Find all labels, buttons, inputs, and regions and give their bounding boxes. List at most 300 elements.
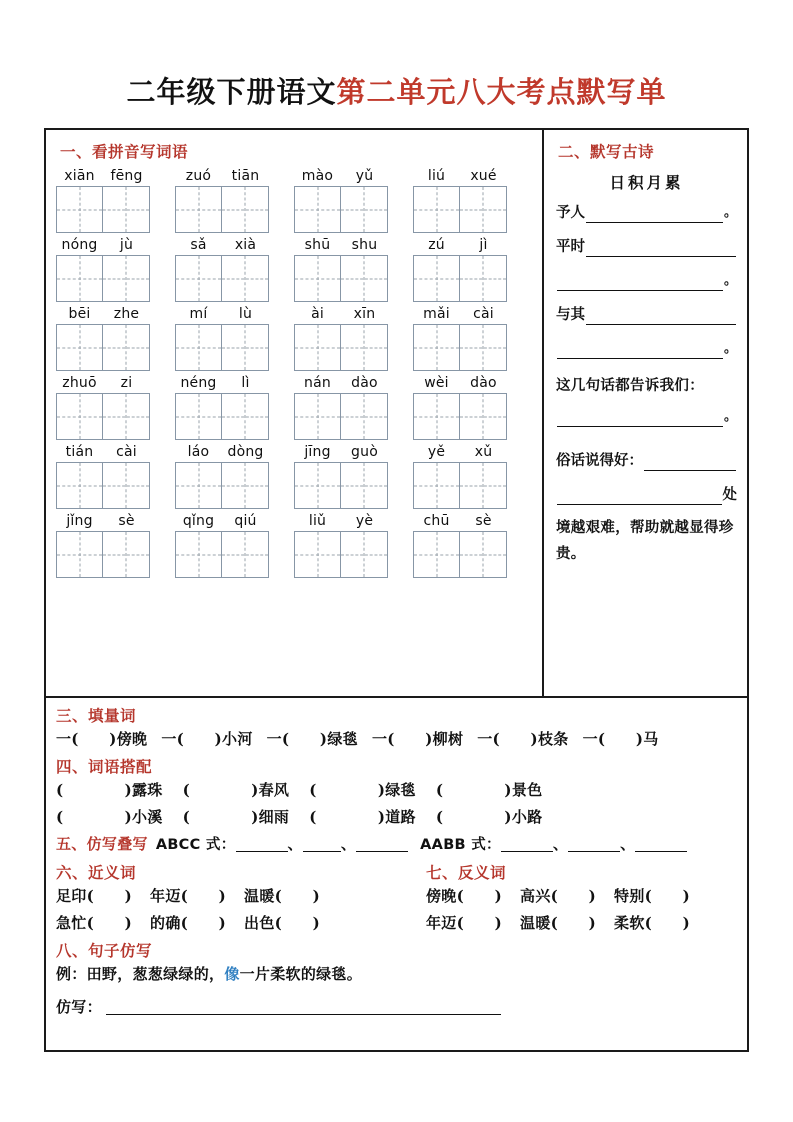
- poem-line-period: 。: [723, 273, 737, 288]
- answer-parenthesis[interactable]: 一( ): [371, 730, 433, 748]
- pinyin-word-group: [56, 235, 150, 302]
- quantifier-word: 枝条: [537, 730, 569, 748]
- section5-separator: 、: [620, 835, 636, 853]
- pinyin-word-group: [294, 166, 388, 233]
- pinyin-syllables: [56, 373, 150, 393]
- pinyin-word-group: [175, 304, 269, 371]
- section-poem: [544, 130, 747, 696]
- pinyin-syllables: [413, 442, 507, 462]
- section4-row-1: [56, 777, 737, 804]
- answer-parenthesis[interactable]: ( ): [86, 914, 133, 932]
- pinyin-syllable: dào: [351, 375, 378, 391]
- answer-parenthesis[interactable]: ( ): [550, 914, 597, 932]
- pinyin-row: [56, 442, 536, 509]
- pinyin-syllable: dòng: [227, 444, 264, 460]
- section8-heading: 八、句子仿写: [56, 941, 153, 960]
- tianzige-cell[interactable]: [56, 393, 103, 440]
- pinyin-syllable: mǎi: [423, 306, 450, 322]
- section5-abcc-blank[interactable]: [303, 836, 341, 852]
- poem-line-label: 与其: [556, 306, 585, 323]
- answer-parenthesis[interactable]: ( ): [274, 887, 321, 905]
- tianzige-cells: [413, 324, 507, 371]
- section6-heading: 六、近义词: [56, 863, 137, 882]
- tianzige-cell[interactable]: [175, 531, 222, 578]
- pinyin-word-group: [294, 235, 388, 302]
- pinyin-syllable: qǐng: [182, 513, 215, 529]
- pinyin-syllable: yǔ: [355, 168, 374, 184]
- tianzige-cell[interactable]: [175, 255, 222, 302]
- section8-example-highlight: 像: [224, 965, 240, 983]
- pinyin-word-group: [56, 304, 150, 371]
- answer-parenthesis[interactable]: ( ): [56, 781, 132, 799]
- pinyin-word-group: [294, 511, 388, 578]
- tianzige-cell[interactable]: [222, 393, 269, 440]
- tianzige-cell[interactable]: [460, 186, 507, 233]
- poem-prompt-answer-line: [556, 407, 737, 427]
- pinyin-syllable: guò: [351, 444, 378, 460]
- tianzige-cells: [294, 186, 388, 233]
- pinyin-syllable: zhuō: [62, 375, 97, 391]
- pinyin-word-group: [294, 304, 388, 371]
- pinyin-syllable: fēng: [110, 168, 143, 184]
- poem-line-blank[interactable]: [557, 341, 723, 359]
- tianzige-cells: [294, 531, 388, 578]
- pinyin-syllable: xué: [470, 168, 497, 184]
- tianzige-cell[interactable]: [56, 255, 103, 302]
- answer-parenthesis[interactable]: ( ): [180, 887, 227, 905]
- tianzige-cells: [56, 324, 150, 371]
- tianzige-cell[interactable]: [341, 462, 388, 509]
- pinyin-syllable: zi: [120, 375, 133, 391]
- synonym-word: 的确: [150, 914, 181, 932]
- poem-body: [556, 138, 737, 567]
- tianzige-cell[interactable]: [222, 324, 269, 371]
- tianzige-cell[interactable]: [175, 324, 222, 371]
- pinyin-syllable: tiān: [231, 168, 260, 184]
- tianzige-cells: [56, 531, 150, 578]
- section8-example-prefix: 例：田野，葱葱绿绿的，: [56, 965, 225, 983]
- pinyin-syllables: [56, 235, 150, 255]
- tianzige-cell[interactable]: [413, 255, 460, 302]
- section-pinyin: [46, 130, 544, 696]
- collocation-word: 细雨: [258, 808, 290, 826]
- answer-parenthesis[interactable]: ( ): [644, 887, 691, 905]
- synonym-word: 急忙: [56, 914, 87, 932]
- answer-parenthesis[interactable]: ( ): [56, 808, 132, 826]
- pinyin-syllable: nóng: [61, 237, 98, 253]
- section67-row-2: [56, 910, 737, 937]
- section8-example: [56, 961, 737, 988]
- pinyin-word-group: [413, 442, 507, 509]
- section5-abcc-blank[interactable]: [356, 836, 408, 852]
- pinyin-syllable: jì: [479, 237, 488, 253]
- section5-heading: 五、仿写叠写: [56, 835, 148, 853]
- page-title-black: 二年级下册语文: [126, 75, 337, 109]
- tianzige-cell[interactable]: [294, 531, 341, 578]
- pinyin-syllable: zuó: [185, 168, 212, 184]
- pinyin-syllable: nán: [304, 375, 331, 391]
- pinyin-syllables: [294, 442, 388, 462]
- tianzige-cell[interactable]: [103, 531, 150, 578]
- pinyin-row: [56, 304, 536, 371]
- quantifier-word: 马: [643, 730, 659, 748]
- pinyin-word-group: [294, 373, 388, 440]
- pinyin-syllable: cài: [116, 444, 137, 460]
- section67-headings: [56, 861, 737, 883]
- poem-blank-lines: [556, 203, 737, 359]
- antonym-word: 柔软: [614, 914, 645, 932]
- antonym-word: 年迈: [426, 914, 457, 932]
- tianzige-cell[interactable]: [294, 255, 341, 302]
- answer-parenthesis[interactable]: ( ): [435, 781, 512, 799]
- pinyin-syllables: [294, 373, 388, 393]
- section7-row-2: [426, 910, 690, 937]
- section67-row-1: [56, 883, 737, 910]
- pinyin-syllable: bēi: [68, 306, 91, 322]
- pinyin-syllables: [56, 304, 150, 324]
- pinyin-word-group: [175, 235, 269, 302]
- pinyin-syllable: chū: [423, 513, 450, 529]
- poem-line-blank[interactable]: [586, 239, 736, 257]
- pinyin-syllable: lù: [238, 306, 253, 322]
- pinyin-syllables: [294, 511, 388, 531]
- pinyin-rows: [56, 166, 536, 578]
- pinyin-syllable: yě: [427, 444, 446, 460]
- tianzige-cell[interactable]: [294, 186, 341, 233]
- poem-line-blank[interactable]: [557, 273, 723, 291]
- pinyin-syllables: [413, 166, 507, 186]
- pinyin-syllable: sè: [475, 513, 492, 529]
- tianzige-cell[interactable]: [103, 255, 150, 302]
- pinyin-syllable: shu: [351, 237, 378, 253]
- pinyin-syllable: sè: [118, 513, 135, 529]
- answer-parenthesis[interactable]: 一( ): [56, 730, 117, 748]
- page-title-red: 第二单元八大考点默写单: [336, 75, 667, 109]
- answer-parenthesis[interactable]: 一( ): [582, 730, 644, 748]
- pinyin-syllable: mào: [301, 168, 334, 184]
- pinyin-syllable: sǎ: [190, 237, 207, 253]
- collocation-word: 小路: [511, 808, 543, 826]
- tianzige-cell[interactable]: [175, 186, 222, 233]
- section8-answer-label: 仿写：: [56, 998, 102, 1016]
- collocation-word: 绿毯: [385, 781, 416, 799]
- pinyin-syllables: [56, 511, 150, 531]
- section6-row-1: [56, 883, 426, 910]
- poem-saying-tail-char: 处: [722, 486, 737, 503]
- tianzige-cell[interactable]: [56, 462, 103, 509]
- pinyin-syllables: [175, 511, 269, 531]
- pinyin-syllable: lì: [241, 375, 250, 391]
- poem-line-period: 。: [723, 205, 737, 220]
- pinyin-word-group: [413, 373, 507, 440]
- pinyin-word-group: [413, 511, 507, 578]
- tianzige-cell[interactable]: [460, 393, 507, 440]
- section2-heading: 二、默写古诗: [558, 142, 655, 161]
- tianzige-cell[interactable]: [175, 462, 222, 509]
- synonym-word: 出色: [244, 914, 275, 932]
- collocation-word: 道路: [385, 808, 416, 826]
- answer-parenthesis[interactable]: 一( ): [477, 730, 538, 748]
- lower-sections: [46, 698, 747, 1021]
- answer-parenthesis[interactable]: ( ): [180, 914, 227, 932]
- tianzige-cell[interactable]: [222, 186, 269, 233]
- pinyin-syllable: jù: [119, 237, 134, 253]
- pinyin-word-group: [413, 166, 507, 233]
- tianzige-cell[interactable]: [222, 462, 269, 509]
- pinyin-syllable: jǐng: [66, 513, 93, 529]
- pinyin-syllable: xǔ: [474, 444, 493, 460]
- poem-line-label: 平时: [556, 238, 585, 255]
- poem-saying-line-2: [556, 485, 737, 505]
- section3-items: [56, 726, 737, 753]
- section5-aabb-blank[interactable]: [568, 836, 620, 852]
- section5-line: [56, 831, 737, 859]
- pinyin-syllables: [175, 166, 269, 186]
- pinyin-syllable: yè: [355, 513, 374, 529]
- pinyin-row: [56, 235, 536, 302]
- tianzige-cell[interactable]: [413, 393, 460, 440]
- tianzige-cell[interactable]: [341, 186, 388, 233]
- pinyin-word-group: [175, 511, 269, 578]
- answer-parenthesis[interactable]: ( ): [309, 808, 386, 826]
- quantifier-word: 柳树: [432, 730, 464, 748]
- poem-saying-blank-2[interactable]: [557, 487, 722, 505]
- tianzige-cell[interactable]: [341, 393, 388, 440]
- tianzige-cell[interactable]: [460, 255, 507, 302]
- tianzige-cells: [175, 393, 269, 440]
- section5-aabb-blank[interactable]: [635, 836, 687, 852]
- poem-prompt-blank[interactable]: [557, 409, 723, 427]
- tianzige-cells: [175, 324, 269, 371]
- poem-prompt: 这几句话都告诉我们：: [556, 377, 704, 394]
- answer-parenthesis[interactable]: ( ): [456, 887, 503, 905]
- pinyin-syllables: [175, 442, 269, 462]
- poem-line-blank[interactable]: [586, 205, 723, 223]
- synonym-word: 足印: [56, 887, 87, 905]
- pinyin-word-group: [56, 442, 150, 509]
- worksheet-frame: [44, 128, 749, 1052]
- section4-row-2: [56, 804, 737, 831]
- section8-example-suffix: 一片柔软的绿毯。: [239, 965, 363, 983]
- pinyin-syllables: [294, 235, 388, 255]
- tianzige-cell[interactable]: [341, 255, 388, 302]
- tianzige-cells: [413, 186, 507, 233]
- antonym-word: 温暖: [520, 914, 551, 932]
- pinyin-syllables: [413, 373, 507, 393]
- tianzige-cells: [175, 186, 269, 233]
- collocation-word: 春风: [258, 781, 290, 799]
- tianzige-cell[interactable]: [222, 531, 269, 578]
- tianzige-cell[interactable]: [413, 324, 460, 371]
- poem-line: [556, 203, 737, 223]
- answer-parenthesis[interactable]: ( ): [86, 887, 133, 905]
- poem-saying-line: [556, 451, 737, 471]
- pinyin-syllable: láo: [187, 444, 210, 460]
- section5-aabb-label: AABB 式：: [420, 837, 501, 853]
- tianzige-cells: [56, 186, 150, 233]
- pinyin-row: [56, 166, 536, 233]
- pinyin-row: [56, 511, 536, 578]
- pinyin-syllables: [175, 373, 269, 393]
- section6-row-2: [56, 910, 426, 937]
- tianzige-cell[interactable]: [103, 324, 150, 371]
- pinyin-row: [56, 373, 536, 440]
- tianzige-cells: [56, 255, 150, 302]
- tianzige-cell[interactable]: [341, 531, 388, 578]
- tianzige-cells: [413, 531, 507, 578]
- poem-prompt-period: 。: [723, 409, 737, 424]
- tianzige-cell[interactable]: [103, 186, 150, 233]
- pinyin-syllables: [294, 166, 388, 186]
- pinyin-syllable: wèi: [424, 375, 449, 391]
- pinyin-syllable: néng: [180, 375, 217, 391]
- section7-heading: 七、反义词: [426, 863, 507, 882]
- answer-parenthesis[interactable]: 一( ): [266, 730, 328, 748]
- poem-line-blank[interactable]: [586, 307, 736, 325]
- tianzige-cell[interactable]: [341, 324, 388, 371]
- pinyin-syllables: [56, 442, 150, 462]
- quantifier-word: 傍晚: [116, 730, 148, 748]
- section5-separator: 、: [552, 835, 569, 853]
- pinyin-word-group: [175, 373, 269, 440]
- pinyin-syllable: liú: [427, 168, 446, 184]
- tianzige-cells: [294, 255, 388, 302]
- pinyin-syllable: xiān: [64, 168, 95, 184]
- answer-parenthesis[interactable]: ( ): [182, 808, 259, 826]
- pinyin-word-group: [56, 373, 150, 440]
- pinyin-syllable: dào: [470, 375, 497, 391]
- tianzige-cell[interactable]: [413, 186, 460, 233]
- tianzige-cell[interactable]: [294, 462, 341, 509]
- section5-separator: 、: [340, 835, 357, 853]
- section1-heading: 一、看拼音写词语: [60, 142, 189, 161]
- poem-line: [556, 339, 737, 359]
- answer-parenthesis[interactable]: ( ): [550, 887, 597, 905]
- collocation-word: 景色: [511, 781, 543, 799]
- poem-line: [556, 271, 737, 291]
- antonym-word: 高兴: [520, 887, 551, 905]
- tianzige-cells: [294, 324, 388, 371]
- tianzige-cell[interactable]: [294, 324, 341, 371]
- tianzige-cells: [56, 462, 150, 509]
- synonym-word: 年迈: [150, 887, 181, 905]
- pinyin-syllable: xià: [234, 237, 257, 253]
- pinyin-syllable: tián: [65, 444, 94, 460]
- poem-saying-text: 境越艰难，帮助就越显得珍贵。: [556, 519, 734, 562]
- page-title: [0, 70, 793, 111]
- pinyin-word-group: [56, 166, 150, 233]
- antonym-word: 傍晚: [426, 887, 457, 905]
- tianzige-cell[interactable]: [56, 186, 103, 233]
- pinyin-word-group: [294, 442, 388, 509]
- pinyin-word-group: [56, 511, 150, 578]
- antonym-word: 特别: [614, 887, 645, 905]
- synonym-word: 温暖: [244, 887, 275, 905]
- tianzige-cell[interactable]: [222, 255, 269, 302]
- poem-saying-blank-1[interactable]: [644, 453, 736, 471]
- tianzige-cell[interactable]: [460, 324, 507, 371]
- pinyin-word-group: [175, 166, 269, 233]
- top-split: [46, 130, 747, 696]
- pinyin-syllable: ài: [311, 306, 324, 322]
- pinyin-syllable: shū: [304, 237, 331, 253]
- collocation-word: 露珠: [132, 781, 163, 799]
- tianzige-cells: [413, 255, 507, 302]
- answer-parenthesis[interactable]: ( ): [456, 914, 503, 932]
- tianzige-cells: [175, 255, 269, 302]
- pinyin-syllable: zú: [428, 237, 445, 253]
- tianzige-cells: [413, 462, 507, 509]
- poem-line-period: 。: [723, 341, 737, 356]
- tianzige-cell[interactable]: [460, 531, 507, 578]
- pinyin-syllables: [56, 166, 150, 186]
- tianzige-cell[interactable]: [103, 393, 150, 440]
- tianzige-cells: [294, 393, 388, 440]
- poem-saying-label: 俗话说得好：: [556, 452, 643, 469]
- section5-separator: 、: [287, 835, 303, 853]
- pinyin-syllables: [175, 304, 269, 324]
- poem-line-label: 予人: [556, 204, 585, 221]
- answer-parenthesis[interactable]: ( ): [644, 914, 691, 932]
- poem-line: [556, 305, 737, 325]
- tianzige-cells: [56, 393, 150, 440]
- tianzige-cell[interactable]: [103, 462, 150, 509]
- pinyin-wrap: [56, 138, 536, 580]
- poem-line: [556, 237, 737, 257]
- section4-heading: 四、词语搭配: [56, 757, 153, 776]
- pinyin-syllable: mí: [189, 306, 208, 322]
- section3-heading: 三、填量词: [56, 706, 137, 725]
- answer-parenthesis[interactable]: ( ): [182, 781, 259, 799]
- quantifier-word: 小河: [222, 730, 253, 748]
- tianzige-cell[interactable]: [460, 462, 507, 509]
- tianzige-cell[interactable]: [56, 324, 103, 371]
- section8-answer-blank[interactable]: [106, 998, 501, 1015]
- tianzige-cells: [175, 531, 269, 578]
- tianzige-cells: [294, 462, 388, 509]
- pinyin-syllable: cài: [473, 306, 494, 322]
- pinyin-word-group: [175, 442, 269, 509]
- tianzige-cell[interactable]: [175, 393, 222, 440]
- pinyin-syllable: qiú: [234, 513, 257, 529]
- answer-parenthesis[interactable]: 一( ): [161, 730, 223, 748]
- quantifier-word: 绿毯: [327, 730, 358, 748]
- pinyin-syllables: [175, 235, 269, 255]
- pinyin-syllable: xīn: [353, 306, 376, 322]
- pinyin-syllables: [413, 511, 507, 531]
- tianzige-cell[interactable]: [56, 531, 103, 578]
- pinyin-syllable: zhe: [113, 306, 140, 322]
- section5-abcc-label: ABCC 式：: [155, 837, 236, 853]
- section8-answer-line: [56, 994, 737, 1021]
- answer-parenthesis[interactable]: ( ): [274, 914, 321, 932]
- pinyin-word-group: [413, 304, 507, 371]
- tianzige-cell[interactable]: [413, 531, 460, 578]
- pinyin-syllables: [294, 304, 388, 324]
- tianzige-cell[interactable]: [294, 393, 341, 440]
- pinyin-syllable: liǔ: [308, 513, 327, 529]
- pinyin-word-group: [413, 235, 507, 302]
- pinyin-syllable: jīng: [304, 444, 331, 460]
- tianzige-cell[interactable]: [413, 462, 460, 509]
- tianzige-cells: [175, 462, 269, 509]
- collocation-word: 小溪: [132, 808, 163, 826]
- section5-aabb-blank[interactable]: [501, 836, 553, 852]
- answer-parenthesis[interactable]: ( ): [309, 781, 386, 799]
- section5-abcc-blank[interactable]: [236, 836, 288, 852]
- answer-parenthesis[interactable]: ( ): [435, 808, 512, 826]
- pinyin-syllables: [413, 235, 507, 255]
